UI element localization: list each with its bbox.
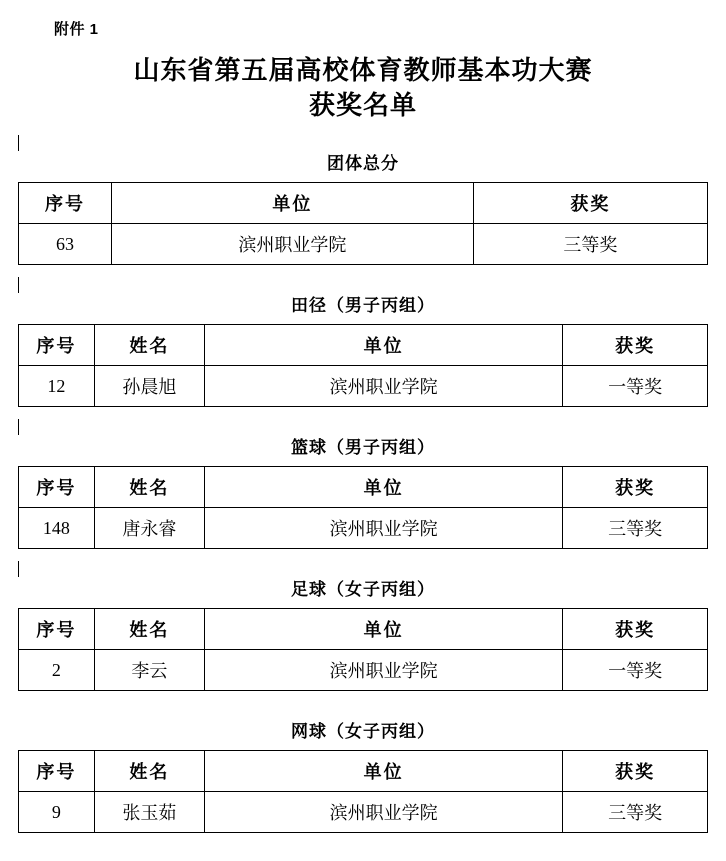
table-row xyxy=(19,650,708,691)
column-header-no: 序号 xyxy=(19,609,95,650)
column-header-no: 序号 xyxy=(19,183,112,224)
table-row xyxy=(19,792,708,833)
column-header-award: 获奖 xyxy=(563,325,708,366)
section-athletics-men-c xyxy=(18,291,708,407)
section-caption: 篮球（男子丙组） xyxy=(291,438,435,458)
column-header-no: 序号 xyxy=(19,325,95,366)
table-header-row xyxy=(19,751,708,792)
column-header-award: 获奖 xyxy=(563,751,708,792)
column-header-no: 序号 xyxy=(19,467,95,508)
table-header-row xyxy=(19,325,708,366)
section-team-total xyxy=(18,149,708,265)
column-header-unit: 单位 xyxy=(205,325,563,366)
cell-name: 唐永睿 xyxy=(94,508,204,549)
margin-tick xyxy=(18,135,19,151)
column-header-award: 获奖 xyxy=(473,183,707,224)
award-table xyxy=(18,750,708,833)
cell-no: 12 xyxy=(19,366,95,407)
cell-no: 2 xyxy=(19,650,95,691)
section-tennis-women-c xyxy=(18,717,708,833)
column-header-unit: 单位 xyxy=(205,467,563,508)
table-header-row xyxy=(19,467,708,508)
cell-name: 张玉茹 xyxy=(94,792,204,833)
table-header-row xyxy=(19,609,708,650)
section-basketball-men-c xyxy=(18,433,708,549)
cell-unit: 滨州职业学院 xyxy=(205,650,563,691)
cell-award: 一等奖 xyxy=(563,650,708,691)
table-row xyxy=(19,366,708,407)
column-header-unit: 单位 xyxy=(112,183,474,224)
page-title xyxy=(18,53,708,123)
margin-tick xyxy=(18,419,19,435)
column-header-award: 获奖 xyxy=(563,609,708,650)
table-row xyxy=(19,508,708,549)
cell-unit: 滨州职业学院 xyxy=(205,508,563,549)
cell-no: 63 xyxy=(19,224,112,265)
column-header-name: 姓名 xyxy=(94,609,204,650)
cell-unit: 滨州职业学院 xyxy=(205,366,563,407)
column-header-unit: 单位 xyxy=(205,609,563,650)
award-table xyxy=(18,466,708,549)
cell-no: 148 xyxy=(19,508,95,549)
column-header-name: 姓名 xyxy=(94,751,204,792)
cell-award: 三等奖 xyxy=(563,508,708,549)
cell-no: 9 xyxy=(19,792,95,833)
margin-tick xyxy=(18,277,19,293)
page-title-line-2: 获奖名单 xyxy=(308,91,417,121)
column-header-award: 获奖 xyxy=(563,467,708,508)
award-table xyxy=(18,182,708,265)
margin-tick xyxy=(18,561,19,577)
section-caption: 网球（女子丙组） xyxy=(291,722,435,742)
table-row xyxy=(19,224,708,265)
award-table xyxy=(18,324,708,407)
cell-name: 孙晨旭 xyxy=(94,366,204,407)
column-header-unit: 单位 xyxy=(205,751,563,792)
section-football-women-c xyxy=(18,575,708,691)
cell-award: 三等奖 xyxy=(563,792,708,833)
section-caption: 团体总分 xyxy=(327,154,399,174)
cell-name: 李云 xyxy=(94,650,204,691)
column-header-no: 序号 xyxy=(19,751,95,792)
cell-unit: 滨州职业学院 xyxy=(112,224,474,265)
section-caption: 田径（男子丙组） xyxy=(291,296,435,316)
section-caption: 足球（女子丙组） xyxy=(291,580,435,600)
attachment-label: 附件 1 xyxy=(54,21,99,38)
column-header-name: 姓名 xyxy=(94,325,204,366)
column-header-name: 姓名 xyxy=(94,467,204,508)
cell-unit: 滨州职业学院 xyxy=(205,792,563,833)
cell-award: 三等奖 xyxy=(473,224,707,265)
table-header-row xyxy=(19,183,708,224)
page-title-line-1: 山东省第五届高校体育教师基本功大赛 xyxy=(133,56,593,85)
cell-award: 一等奖 xyxy=(563,366,708,407)
award-table xyxy=(18,608,708,691)
